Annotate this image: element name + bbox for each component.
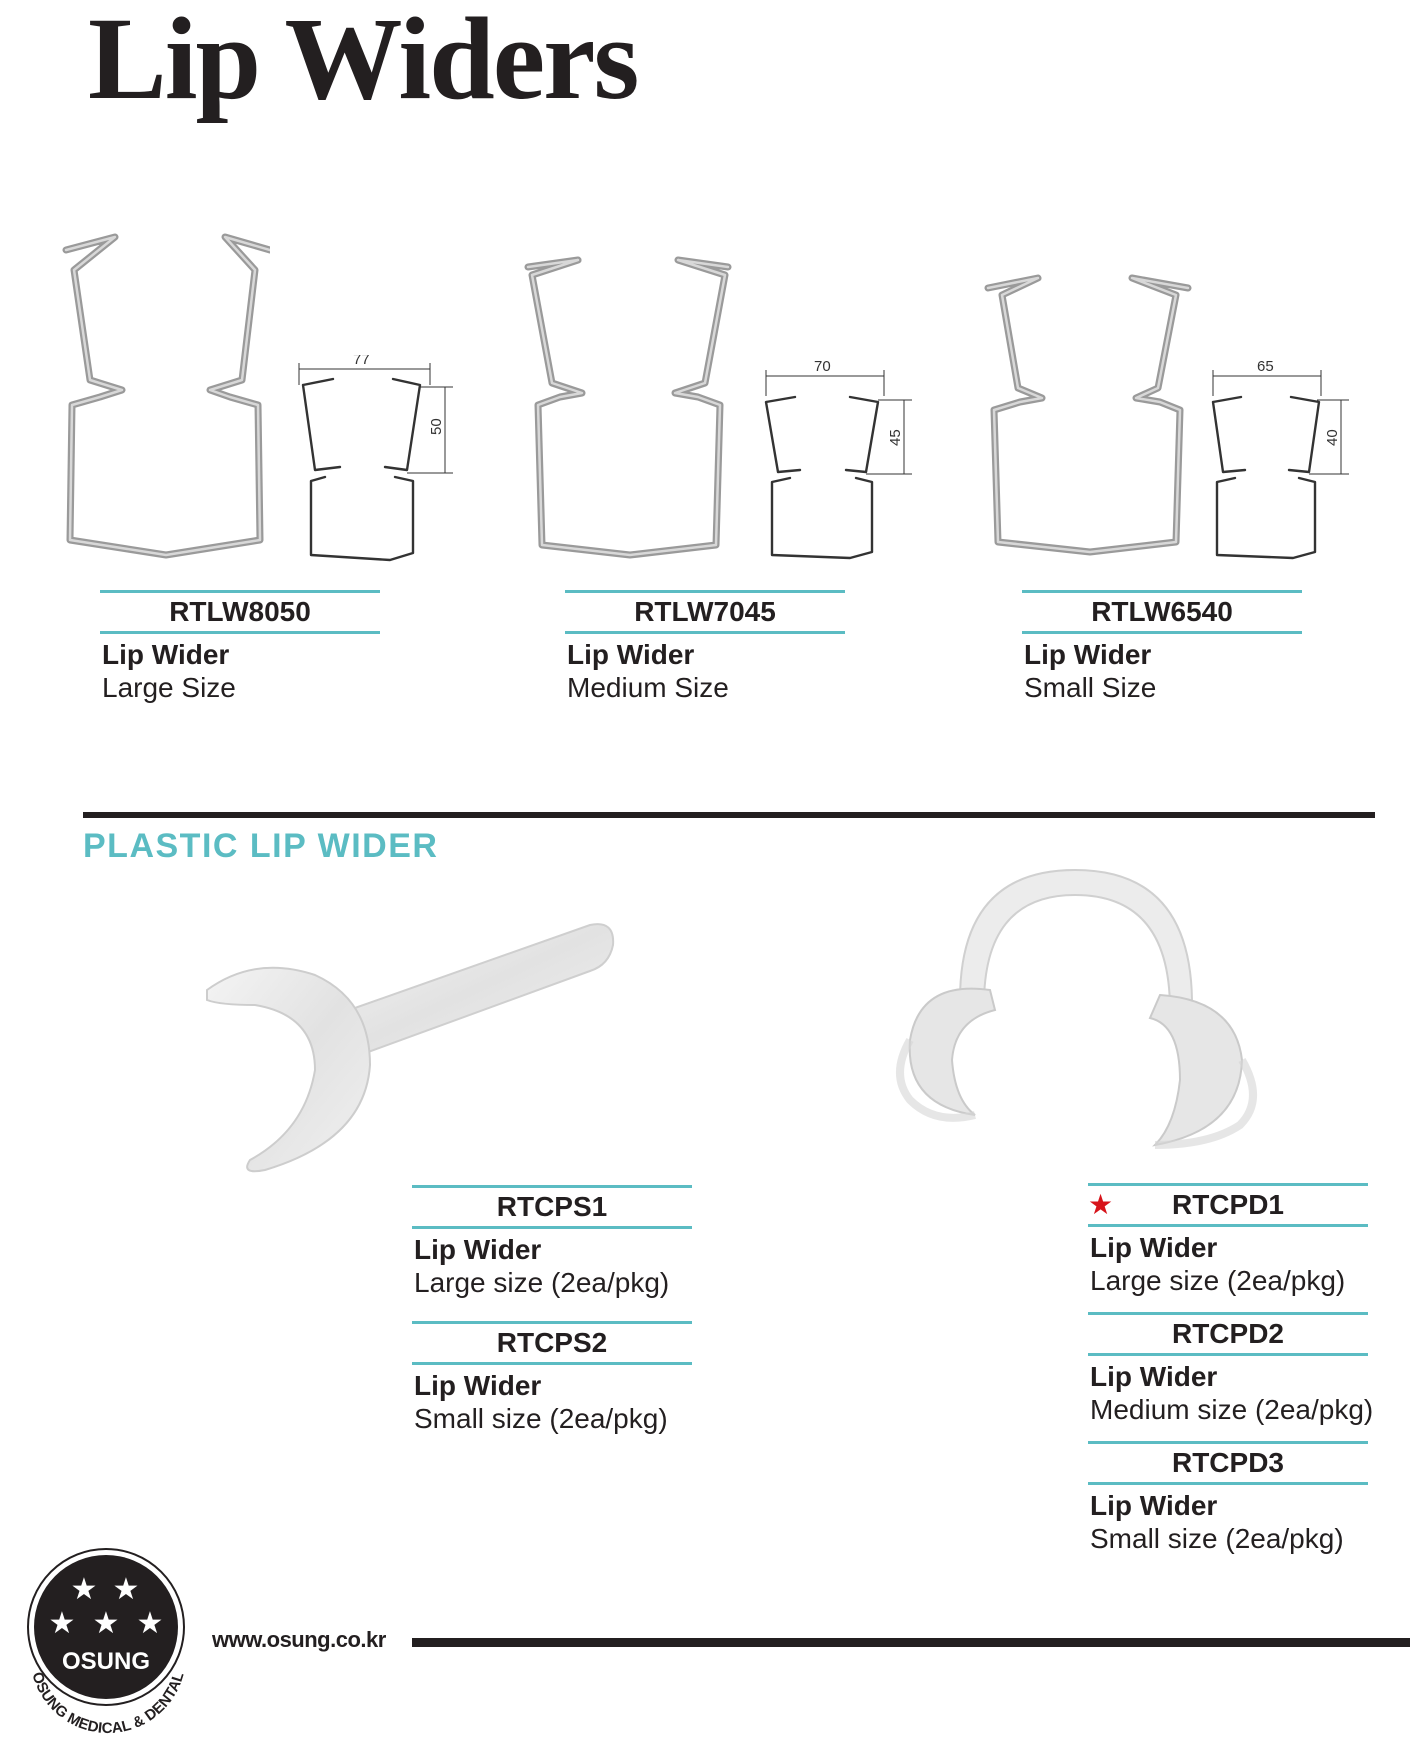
dimension-width-label: 77	[353, 355, 370, 368]
svg-text:★: ★	[70, 1572, 98, 1607]
lip-wider-small-photo	[980, 270, 1200, 565]
product-name: Lip Wider	[1090, 1490, 1218, 1521]
product-name: Lip Wider	[1024, 639, 1152, 670]
svg-text:★: ★	[112, 1572, 140, 1607]
product-size: Small size (2ea/pkg)	[1090, 1523, 1344, 1554]
product-name: Lip Wider	[102, 639, 230, 670]
product-code	[1088, 1183, 1368, 1227]
product-code: RTLW7045	[565, 590, 845, 634]
product-code-text: RTCPD1	[1171, 1189, 1284, 1220]
osung-logo	[18, 1545, 198, 1745]
product-card-rtcps1	[412, 1185, 692, 1299]
product-code: RTCPD3	[1088, 1441, 1368, 1485]
svg-text:★: ★	[92, 1606, 120, 1641]
product-size: Large Size	[102, 672, 236, 703]
red-star-icon: ★	[1088, 1189, 1114, 1220]
product-code: RTCPS1	[412, 1185, 692, 1229]
plastic-single-lip-wider-photo	[195, 905, 635, 1175]
page-title: Lip Widers	[88, 0, 638, 124]
product-name: Lip Wider	[1090, 1232, 1218, 1263]
lip-wider-small-drawing	[1205, 360, 1370, 565]
lip-wider-medium-drawing	[760, 360, 930, 565]
product-name: Lip Wider	[414, 1370, 542, 1401]
section-divider	[83, 812, 1375, 818]
product-card-rtlw6540	[1022, 590, 1302, 704]
section-heading: PLASTIC LIP WIDER	[83, 827, 439, 865]
website-link[interactable]: www.osung.co.kr	[212, 1627, 386, 1652]
logo-ring-text: OSUNG MEDICAL & DENTAL	[28, 1669, 188, 1738]
plastic-double-lip-wider-photo	[880, 860, 1270, 1160]
svg-text:★: ★	[48, 1606, 76, 1641]
product-name: Lip Wider	[1090, 1361, 1218, 1392]
lip-wider-large-photo	[60, 225, 270, 565]
lip-wider-medium-photo	[520, 255, 740, 565]
product-code: RTLW8050	[100, 590, 380, 634]
dimension-height-label: 45	[887, 429, 904, 446]
dimension-height-label: 40	[1324, 429, 1341, 446]
product-card-rtlw8050	[100, 590, 380, 704]
footer-bar	[412, 1638, 1410, 1647]
product-size: Small size (2ea/pkg)	[414, 1403, 668, 1434]
product-size: Large size (2ea/pkg)	[1090, 1265, 1346, 1296]
product-name: Lip Wider	[414, 1234, 542, 1265]
product-card-rtcps2	[412, 1321, 692, 1435]
product-card-rtcpd1	[1088, 1183, 1368, 1297]
product-name: Lip Wider	[567, 639, 695, 670]
svg-text:★: ★	[136, 1606, 164, 1641]
product-size: Medium size (2ea/pkg)	[1090, 1394, 1374, 1425]
product-card-rtcpd3	[1088, 1441, 1368, 1555]
product-code: RTLW6540	[1022, 590, 1302, 634]
product-code: RTCPD2	[1088, 1312, 1368, 1356]
product-card-rtcpd2	[1088, 1312, 1374, 1426]
product-code: RTCPS2	[412, 1321, 692, 1365]
product-card-rtlw7045	[565, 590, 845, 704]
dimension-width-label: 70	[814, 360, 831, 375]
lip-wider-large-drawing	[295, 355, 470, 565]
product-size: Large size (2ea/pkg)	[414, 1267, 670, 1298]
product-size: Medium Size	[567, 672, 729, 703]
product-size: Small Size	[1024, 672, 1157, 703]
logo-name: OSUNG	[61, 1648, 151, 1675]
dimension-height-label: 50	[428, 418, 445, 435]
dimension-width-label: 65	[1257, 360, 1274, 375]
